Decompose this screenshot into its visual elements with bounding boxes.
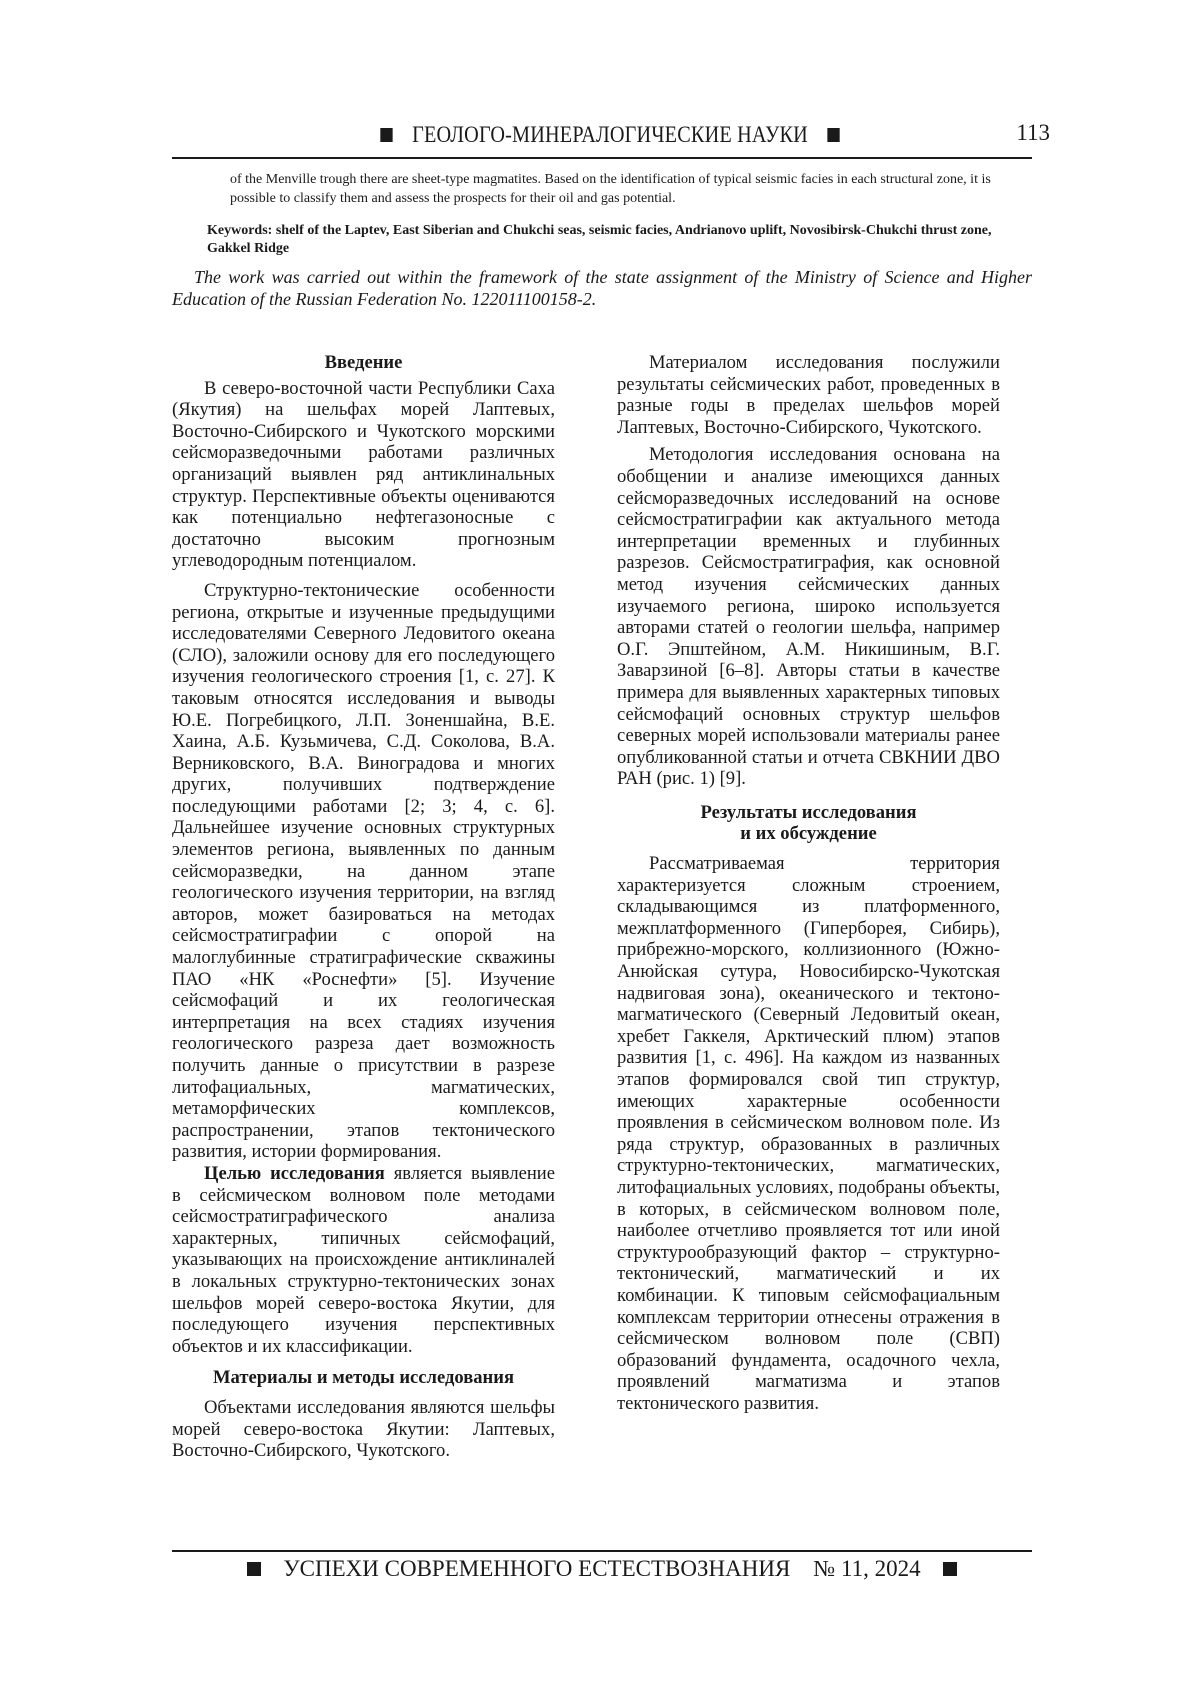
header-rule bbox=[172, 157, 1032, 159]
goal-label: Целью исследования bbox=[204, 1163, 385, 1184]
running-footer bbox=[172, 1556, 1032, 1582]
footer-rule bbox=[172, 1550, 1032, 1552]
right-column bbox=[617, 352, 1000, 1415]
square-bullet-icon bbox=[943, 1562, 957, 1576]
funding-note: The work was carried out within the framework of the state assignment of the Ministry of Science and Higher Education of the Russian Federation No. 122011100158-2. bbox=[172, 266, 1032, 310]
paragraph: Рассматриваемая территория характеризуется сложным строением, складывающимся из платформенного, межплатформенного (Гиперборея, Сибирь), прибрежно-морского, коллизионного (Южно-Анюйская сутура, Новосибирско-Чукотская надвиговая зона), океанического и тектоно-магматического (Северный Ледовитый океан, хребет Гаккеля, Арктический плюм) этапов развития [1, с. 496]. На каждом из названных этапов формировался свой тип структур, имеющих характерные особенности проявления в сейсмическом волновом поле. Из ряда структур, образованных в различных структурно-тектонических, магматических, литофациальных условиях, подобраны объекты, в которых, в сейсмическом волновом поле, наиболее отчетливо проявляется тот или иной структурообразующий фактор – структурно-тектонический, магматический и их комбинации. К типовым сейсмофациальным комплексам территории отнесены отражения в сейсмическом волновом поле (СВП) образований фундамента, осадочного чехла, проявлений магматизма и этапов тектонического развития. bbox=[617, 853, 1000, 1414]
left-column bbox=[172, 352, 555, 1462]
paragraph: Структурно-тектонические особенности региона, открытые и изученные предыдущими исследователями Северного Ледовитого океана (СЛО), заложили основу для его последующего изучения геологического строения [1, с. 27]. К таковым относятся исследования и выводы Ю.Е. Погребицкого, Л.П. Зоненшайна, В.Е. Хаина, А.Б. Кузьмичева, С.Д. Соколова, В.А. Верниковского, В.А. Виноградова и многих других, получивших подтверждение последующими работами [2; 3; 4, с. 6]. Дальнейшее изучение основных структурных элементов региона, выявленных по данным сейсморазведки, на данном этапе геологического изучения территории, на взгляд авторов, может базироваться на методах сейсмостратиграфии с опорой на малоглубинные стратиграфические скважины ПАО «НК «Роснефти» [5]. Изучение сейсмофаций и их геологическая интерпретация на всех стадиях изучения геологического разреза дает возможность получить данные о присутствии в разрезе литофациальных, магматических, метаморфических комплексов, распространении, этапов тектонического развития, истории формирования. bbox=[172, 580, 555, 1163]
results-heading-2: и их обсуждение bbox=[617, 823, 1000, 845]
abstract-tail: of the Menville trough there are sheet-type magmatites. Based on the identification of typical seismic facies in each structural zone, it is possible to classify them and assess the prospects for their oil and gas potential. bbox=[230, 170, 1010, 208]
intro-heading: Введение bbox=[172, 352, 555, 374]
square-bullet-icon bbox=[827, 128, 839, 142]
square-bullet-icon bbox=[247, 1562, 261, 1576]
paragraph: Объектами исследования являются шельфы морей северо-востока Якутии: Лаптевых, Восточно-Сибирского, Чукотского. bbox=[172, 1397, 555, 1462]
running-header bbox=[170, 118, 1050, 152]
square-bullet-icon bbox=[380, 128, 392, 142]
section-title: ГЕОЛОГО-МИНЕРАЛОГИЧЕСКИЕ НАУКИ bbox=[412, 122, 808, 147]
journal-title: УСПЕХИ СОВРЕМЕННОГО ЕСТЕСТВОЗНАНИЯ bbox=[283, 1556, 790, 1581]
results-heading: Результаты исследования bbox=[617, 802, 1000, 824]
paragraph: Материалом исследования послужили результаты сейсмических работ, проведенных в разные годы в пределах шельфов морей Лаптевых, Восточно-Сибирского, Чукотского. bbox=[617, 352, 1000, 438]
paragraph: Методология исследования основана на обобщении и анализе имеющихся данных сейсморазведочных исследований на основе сейсмостратиграфии как актуального метода интерпретации временных и глубинных разрезов. Сейсмостратиграфия, как основной метод изучения сейсмических данных изучаемого региона, широко используется авторами статей о геологии шельфа, например О.Г. Эпштейном, А.М. Никишиным, В.Г. Заварзиной [6–8]. Авторы статьи в качестве примера для выявленных характерных типовых сейсмофаций основных структур шельфов северных морей использовали материалы ранее опубликованной статьи и отчета СВКНИИ ДВО РАН (рис. 1) [9]. bbox=[617, 444, 1000, 790]
keywords bbox=[207, 222, 1037, 258]
paragraph: Целью исследования является выявление в сейсмическом волновом поле методами сейсмостратиграфического анализа характерных, типичных сейсмофаций, указывающих на происхождение антиклиналей в локальных структурно-тектонических зонах шельфов морей северо-востока Якутии, для последующего изучения перспективных объектов и их классификации. bbox=[172, 1163, 555, 1357]
keywords-text: shelf of the Laptev, East Siberian and Chukchi seas, seismic facies, Andrianovo uplift, Novosibirsk-Chukchi thrust zone, Gakkel Ridge bbox=[207, 223, 991, 256]
issue-number: № 11, 2024 bbox=[813, 1556, 920, 1581]
keywords-label: Keywords: bbox=[207, 223, 272, 238]
page-number: 113 bbox=[1016, 120, 1050, 146]
methods-heading: Материалы и методы исследования bbox=[172, 1367, 555, 1389]
paragraph: В северо-восточной части Республики Саха (Якутия) на шельфах морей Лаптевых, Восточно-Сибирского и Чукотского морскими сейсморазведочными работами различных организаций выявлен ряд антиклинальных структур. Перспективные объекты оцениваются как потенциально нефтегазоносные с достаточно высоким прогнозным углеводородным потенциалом. bbox=[172, 378, 555, 572]
